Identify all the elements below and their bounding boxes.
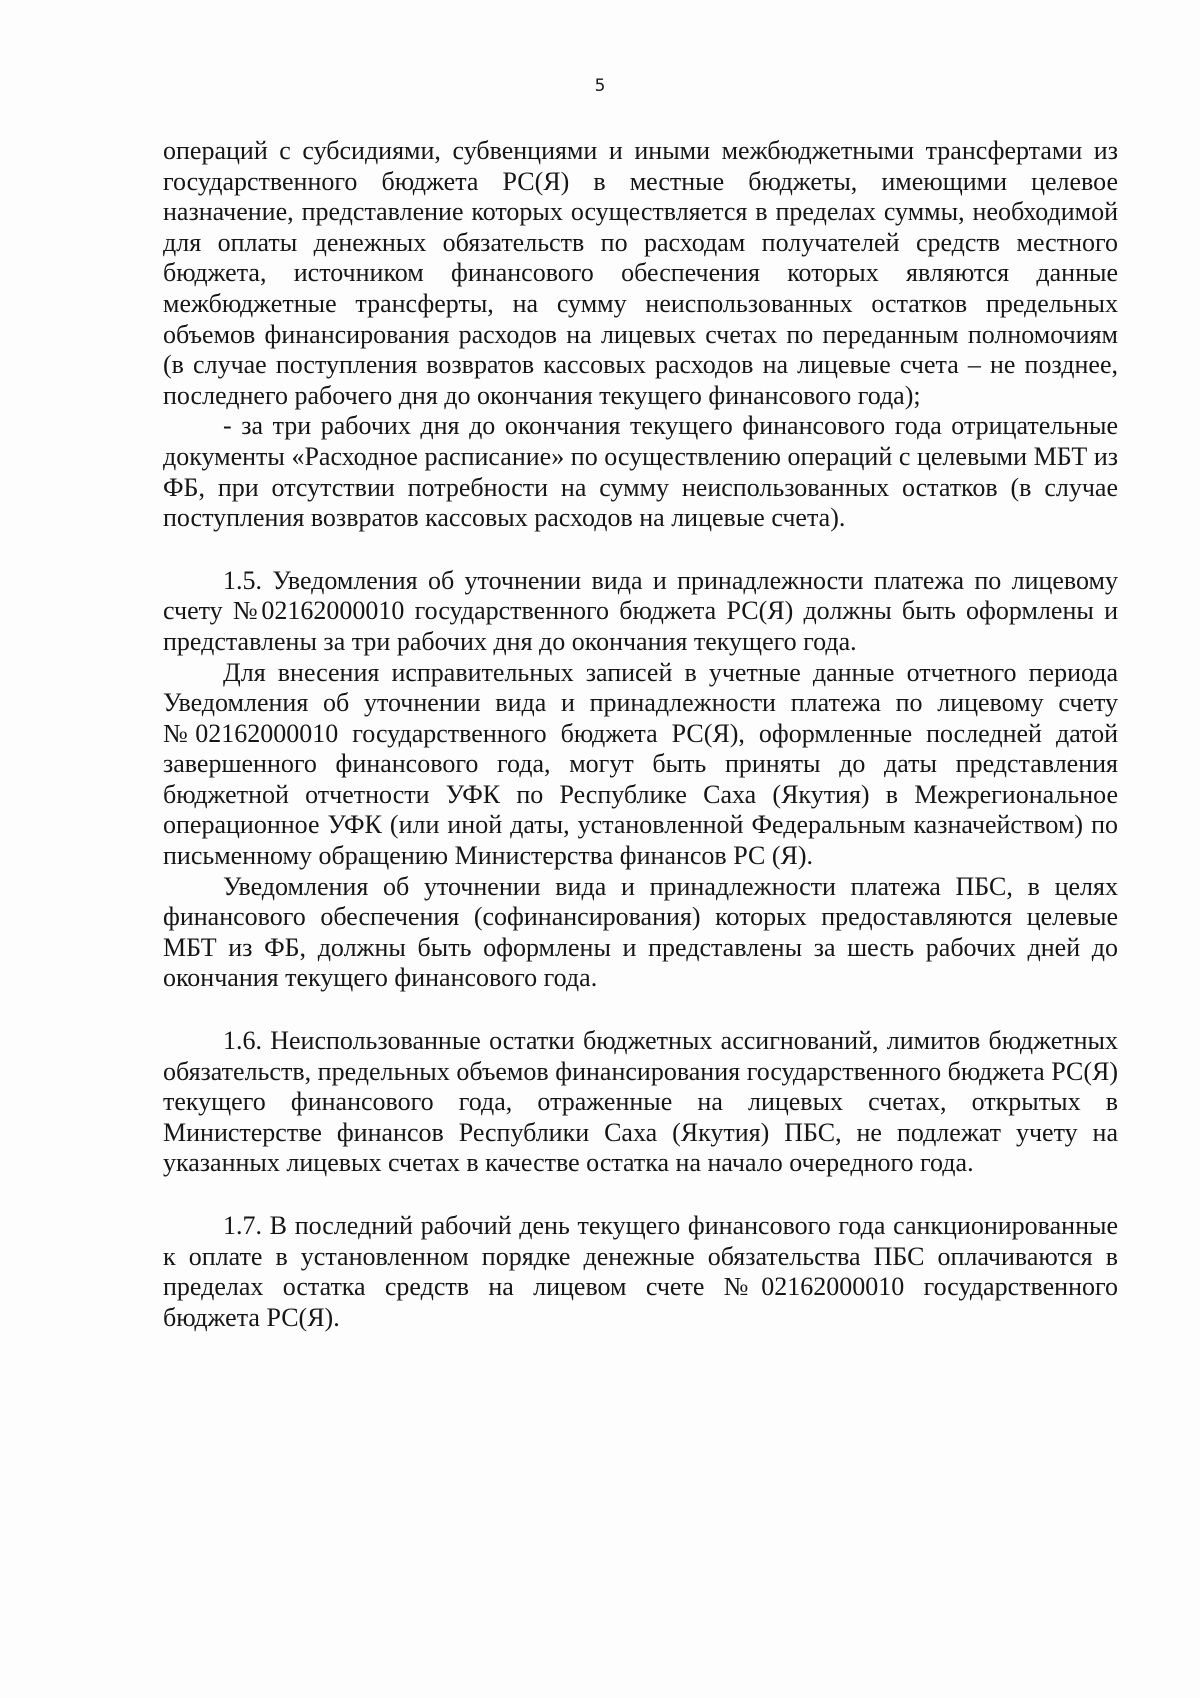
paragraph-1-6: 1.6. Неиспользованные остатки бюджетных ассигнований, лимитов бюджетных обязательств, предельных объемов финансирования государственного бюджета РС(Я) текущего финансового года, отраженные на лицевых счетах, открытых в Министерстве финансов Республики Саха (Якутия) ПБС, не подлежат учету на указанных лицевых счетах в качестве остатка на начало очередного года.: [163, 1026, 1118, 1178]
paragraph-1-5: 1.5. Уведомления об уточнении вида и принадлежности платежа по лицевому счету №02162000010 государственного бюджета РС(Я) должны быть оформлены и представлены за три рабочих дня до окончания текущего года.: [163, 565, 1118, 656]
paragraph-continuation: операций с субсидиями, субвенциями и иными межбюджетными трансфертами из государственного бюджета РС(Я) в местные бюджеты, имеющими целевое назначение, представление которых осуществляется в пределах суммы, необходимой для оплаты денежных обязательств по расходам получателей средств местного бюджета, источником финансового обеспечения которых являются данные межбюджетные трансферты, на сумму неиспользованных остатков предельных объемов финансирования расходов на лицевых счетах по переданным полномочиям (в случае поступления возвратов кассовых расходов на лицевые счета – не позднее, последнего рабочего дня до окончания текущего финансового года);: [163, 136, 1118, 410]
paragraph-1-7: 1.7. В последний рабочий день текущего финансового года санкционированные к оплате в установленном порядке денежные обязательства ПБС оплачиваются в пределах остатка средств на лицевом счете №02162000010 государственного бюджета РС(Я).: [163, 1211, 1118, 1332]
paragraph-pbs-notices: Уведомления об уточнении вида и принадлежности платежа ПБС, в целях финансового обеспечения (софинансирования) которых предоставляются целевые МБТ из ФБ, должны быть оформлены и представлены за шесть рабочих дней до окончания текущего финансового года.: [163, 871, 1118, 993]
page-number: 5: [594, 76, 606, 96]
document-body: [163, 136, 1118, 1333]
paragraph-corrections: Для внесения исправительных записей в учетные данные отчетного периода Уведомления об уточнении вида и принадлежности платежа по лицевому счету №02162000010 государственного бюджета РС(Я), оформленные последней датой завершенного финансового года, могут быть приняты до даты представления бюджетной отчетности УФК по Республике Саха (Якутия) в Межрегиональное операционное УФК (или иной даты, установленной Федеральным казначейством) по письменному обращению Министерства финансов РС (Я).: [163, 657, 1118, 871]
paragraph-list-item: - за три рабочих дня до окончания текущего финансового года отрицательные документы «Расходное расписание» по осуществлению операций с целевыми МБТ из ФБ, при отсутствии потребности на сумму неиспользованных остатков (в случае поступления возвратов кассовых расходов на лицевые счета).: [163, 411, 1118, 533]
